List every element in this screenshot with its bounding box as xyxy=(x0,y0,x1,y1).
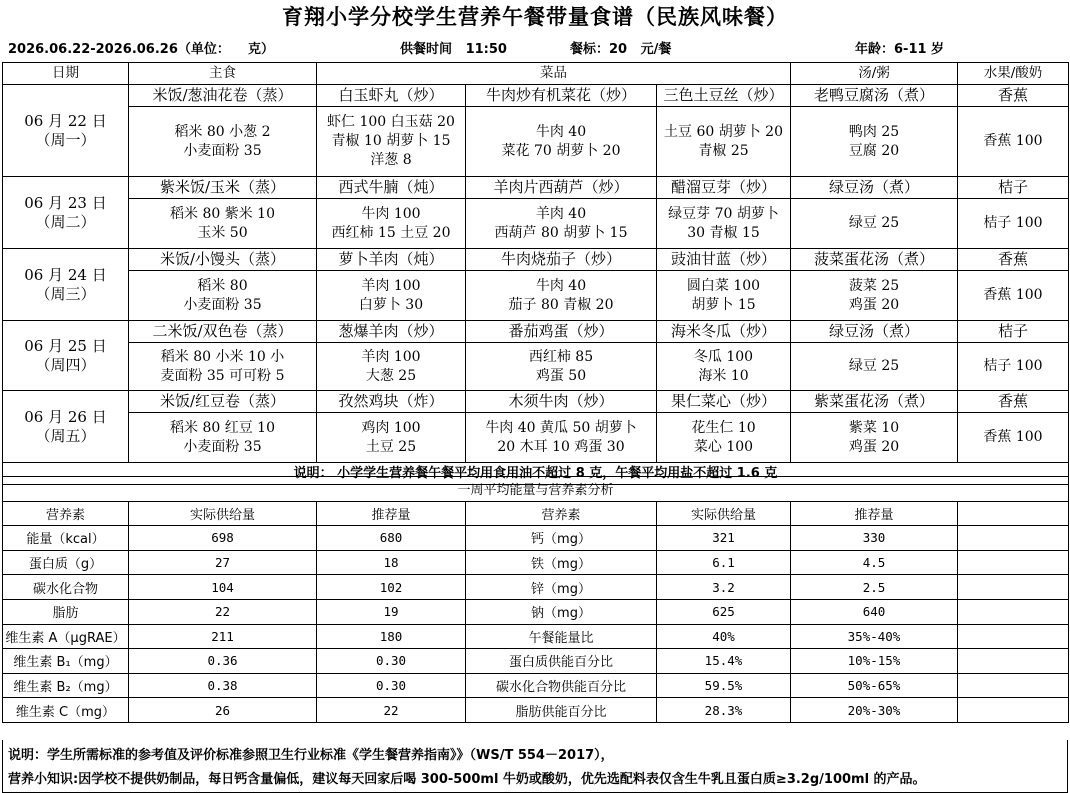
menu-header-row xyxy=(3,63,1069,85)
ingredient-line: 青椒 25 xyxy=(698,142,749,159)
actual-value: 321 xyxy=(657,526,791,551)
menu-dish-ingredients xyxy=(317,271,466,321)
nutrition-row xyxy=(3,550,1069,575)
menu-ingredient-row xyxy=(3,271,1069,321)
ingredient-line: 20 木耳 10 鸡蛋 30 xyxy=(497,438,625,455)
menu-fruit: 香蕉 xyxy=(958,85,1069,107)
ingredient-line: 鸡蛋 20 xyxy=(848,296,900,313)
menu-fruit: 香蕉 xyxy=(958,249,1069,271)
ingredient-line: 30 青椒 15 xyxy=(687,224,760,241)
ingredient-line: 牛肉 40 xyxy=(535,277,587,294)
actual-value: 0.38 xyxy=(129,673,317,698)
menu-fruit: 桔子 xyxy=(958,321,1069,343)
menu-dish-ingredients xyxy=(466,343,657,391)
menu-soup-ingredients xyxy=(791,107,958,177)
nutrition-empty-cell xyxy=(958,526,1069,551)
ingredient-line: 菜心 100 xyxy=(693,438,754,455)
menu-staple: 米饭/小馒头（蒸） xyxy=(129,249,317,271)
menu-dish: 三色土豆丝（炒） xyxy=(657,85,791,107)
menu-dish: 番茄鸡蛋（炒） xyxy=(466,321,657,343)
recommended-value: 18 xyxy=(317,550,466,575)
menu-fruit: 香蕉 xyxy=(958,391,1069,413)
menu-dish-ingredients xyxy=(657,343,791,391)
ingredient-line: 鸡蛋 50 xyxy=(535,367,587,384)
ingredient-line: 花生仁 10 xyxy=(691,419,756,436)
recommended-value: 50%-65% xyxy=(791,673,958,698)
ingredient-line: 羊肉 100 xyxy=(361,277,421,294)
nutrient-name: 铁（mg） xyxy=(466,550,657,575)
ingredient-line: 稻米 80 xyxy=(197,277,248,294)
nutrient-name: 碳水化合物 xyxy=(3,575,129,600)
ingredient-line: 胡萝卜 15 xyxy=(691,296,756,313)
nutrition-empty-cell xyxy=(958,673,1069,698)
menu-dish-ingredients xyxy=(657,107,791,177)
menu-fruit-ingredients: 香蕉 100 xyxy=(958,271,1069,321)
menu-dish: 豉油甘蓝（炒） xyxy=(657,249,791,271)
ingredient-line: 西葫芦 80 胡萝卜 15 xyxy=(494,224,628,241)
actual-value: 26 xyxy=(129,698,317,723)
menu-dish: 西式牛腩（炖） xyxy=(317,177,466,199)
recommended-value: 680 xyxy=(317,526,466,551)
nutrition-header-recommended-2: 推荐量 xyxy=(791,501,958,526)
menu-staple: 米饭/葱油花卷（蒸） xyxy=(129,85,317,107)
nutrition-row xyxy=(3,673,1069,698)
header-date: 日期 xyxy=(3,63,129,85)
ingredient-line: 羊肉 100 xyxy=(361,348,421,365)
header-fruit: 水果/酸奶 xyxy=(958,63,1069,85)
menu-dish-row xyxy=(3,177,1069,199)
document-title: 育翔小学分校学生营养午餐带量食谱（民族风味餐） xyxy=(282,4,788,29)
menu-ingredient-row xyxy=(3,413,1069,463)
menu-dish: 葱爆羊肉（炒） xyxy=(317,321,466,343)
menu-staple-ingredients xyxy=(129,199,317,249)
menu-weekday: （周一） xyxy=(35,130,96,149)
menu-ingredient-row xyxy=(3,343,1069,391)
menu-dish-ingredients xyxy=(466,199,657,249)
nutrient-name: 脂肪 xyxy=(3,599,129,624)
menu-dish-ingredients xyxy=(657,413,791,463)
menu-date: 06 月 25 日 xyxy=(24,336,107,355)
menu-dish: 孜然鸡块（炸） xyxy=(317,391,466,413)
ingredient-line: 豆腐 20 xyxy=(848,142,900,159)
nutrient-name: 维生素 B₂（mg） xyxy=(3,673,129,698)
date-range: 2026.06.22-2026.06.26（单位： 克） xyxy=(8,42,274,57)
ingredient-line: 冬瓜 100 xyxy=(693,348,754,365)
ingredient-line: 土豆 25 xyxy=(365,438,417,455)
actual-value: 27 xyxy=(129,550,317,575)
recommended-value: 0.30 xyxy=(317,673,466,698)
menu-soup-ingredients xyxy=(791,199,958,249)
ingredient-line: 鸡蛋 20 xyxy=(848,438,900,455)
menu-staple: 米饭/红豆卷（蒸） xyxy=(129,391,317,413)
actual-value: 40% xyxy=(657,624,791,649)
menu-soup: 紫菜蛋花汤（煮） xyxy=(791,391,958,413)
nutrient-name: 钙（mg） xyxy=(466,526,657,551)
nutrient-name: 碳水化合物供能百分比 xyxy=(466,673,657,698)
menu-dish-ingredients xyxy=(657,199,791,249)
menu-dish-ingredients xyxy=(466,413,657,463)
nutrition-empty-cell xyxy=(958,698,1069,723)
menu-staple: 二米饭/双色卷（蒸） xyxy=(129,321,317,343)
ingredient-line: 绿豆 25 xyxy=(848,358,900,374)
ingredient-line: 西红柿 85 xyxy=(528,348,594,365)
nutrition-header-actual: 实际供给量 xyxy=(129,501,317,526)
actual-value: 3.2 xyxy=(657,575,791,600)
footer-frame xyxy=(2,740,1068,793)
nutrition-empty-cell xyxy=(958,624,1069,649)
actual-value: 59.5% xyxy=(657,673,791,698)
ingredient-line: 菜花 70 胡萝卜 20 xyxy=(501,142,621,159)
nutrition-row xyxy=(3,575,1069,600)
nutrition-empty-cell xyxy=(958,599,1069,624)
actual-value: 698 xyxy=(129,526,317,551)
ingredient-line: 稻米 80 紫米 10 xyxy=(170,205,275,222)
ingredient-line: 西红柿 15 土豆 20 xyxy=(331,224,451,241)
actual-value: 211 xyxy=(129,624,317,649)
ingredient-line: 绿豆芽 70 胡萝卜 xyxy=(668,205,779,222)
recommended-value: 22 xyxy=(317,698,466,723)
nutrient-name: 维生素 C（mg） xyxy=(3,698,129,723)
menu-dish-row xyxy=(3,321,1069,343)
nutrition-header-nutrient-2: 营养素 xyxy=(466,501,657,526)
nutrient-name: 午餐能量比 xyxy=(466,624,657,649)
ingredient-line: 鸡肉 100 xyxy=(361,419,421,436)
recommended-value: 10%-15% xyxy=(791,649,958,674)
ingredient-line: 牛肉 100 xyxy=(361,205,421,222)
recommended-value: 2.5 xyxy=(791,575,958,600)
nutrient-name: 脂肪供能百分比 xyxy=(466,698,657,723)
ingredient-line: 小麦面粉 35 xyxy=(183,438,262,455)
nutrition-header-nutrient: 营养素 xyxy=(3,501,129,526)
menu-staple-ingredients xyxy=(129,107,317,177)
ingredient-line: 鸭肉 25 xyxy=(848,123,900,140)
actual-value: 104 xyxy=(129,575,317,600)
nutrition-row xyxy=(3,698,1069,723)
ingredient-line: 洋葱 8 xyxy=(370,152,412,168)
ingredient-line: 青椒 10 胡萝卜 15 xyxy=(331,133,451,149)
menu-dish-row xyxy=(3,249,1069,271)
ingredient-line: 稻米 80 小米 10 小 xyxy=(160,348,285,365)
nutrition-row xyxy=(3,526,1069,551)
recommended-value: 35%-40% xyxy=(791,624,958,649)
ingredient-line: 稻米 80 小葱 2 xyxy=(174,123,271,140)
menu-dish-ingredients xyxy=(317,413,466,463)
menu-dish-ingredients xyxy=(657,271,791,321)
menu-dish: 果仁菜心（炒） xyxy=(657,391,791,413)
menu-dish: 牛肉炒有机菜花（炒） xyxy=(466,85,657,107)
menu-dish-ingredients xyxy=(317,343,466,391)
ingredient-line: 绿豆 25 xyxy=(848,215,900,231)
menu-date-cell xyxy=(3,85,129,177)
menu-dish-ingredients xyxy=(466,107,657,177)
menu-fruit-ingredients: 桔子 100 xyxy=(958,343,1069,391)
nutrient-name: 维生素 B₁（mg） xyxy=(3,649,129,674)
ingredient-line: 稻米 80 红豆 10 xyxy=(170,419,275,436)
ingredient-line: 小麦面粉 35 xyxy=(183,142,262,159)
nutrient-name: 蛋白质（g） xyxy=(3,550,129,575)
menu-weekday: （周四） xyxy=(35,355,96,374)
menu-soup: 老鸭豆腐汤（煮） xyxy=(791,85,958,107)
menu-soup: 菠菜蛋花汤（煮） xyxy=(791,249,958,271)
menu-dish: 白玉虾丸（炒） xyxy=(317,85,466,107)
menu-soup-ingredients xyxy=(791,271,958,321)
ingredient-line: 圆白菜 100 xyxy=(686,277,761,294)
nutrition-empty-cell xyxy=(958,575,1069,600)
menu-soup: 绿豆汤（煮） xyxy=(791,177,958,199)
menu-staple-ingredients xyxy=(129,413,317,463)
ingredient-line: 白萝卜 30 xyxy=(358,296,424,313)
menu-fruit-ingredients: 桔子 100 xyxy=(958,199,1069,249)
actual-value: 22 xyxy=(129,599,317,624)
actual-value: 0.36 xyxy=(129,649,317,674)
recommended-value: 640 xyxy=(791,599,958,624)
menu-date: 06 月 22 日 xyxy=(24,111,107,130)
menu-note: 说明： 小学学生营养餐午餐平均用食用油不超过 8 克，午餐平均用盐不超过 1.6 克 xyxy=(3,463,1069,485)
menu-soup: 绿豆汤（煮） xyxy=(791,321,958,343)
nutrition-empty-cell xyxy=(958,501,1069,526)
menu-dish-ingredients xyxy=(317,199,466,249)
recommended-value: 19 xyxy=(317,599,466,624)
ingredient-line: 小麦面粉 35 xyxy=(183,296,262,313)
menu-soup-ingredients xyxy=(791,343,958,391)
ingredient-line: 土豆 60 胡萝卜 20 xyxy=(664,123,783,140)
menu-date: 06 月 23 日 xyxy=(24,193,107,212)
serve-time: 供餐时间 11:50 xyxy=(400,42,507,57)
nutrition-title: 一周平均能量与营养素分析 xyxy=(3,477,1069,502)
ingredient-line: 牛肉 40 xyxy=(535,123,587,140)
nutrient-name: 锌（mg） xyxy=(466,575,657,600)
menu-date-cell xyxy=(3,391,129,463)
menu-fruit-ingredients: 香蕉 100 xyxy=(958,413,1069,463)
nutrient-name: 维生素 A（μgRAE） xyxy=(3,624,129,649)
menu-dish: 木须牛肉（炒） xyxy=(466,391,657,413)
menu-dish-ingredients xyxy=(317,107,466,177)
nutrition-row xyxy=(3,649,1069,674)
menu-dish: 醋溜豆芽（炒） xyxy=(657,177,791,199)
ingredient-line: 羊肉 40 xyxy=(535,205,587,222)
nutrition-header-recommended: 推荐量 xyxy=(317,501,466,526)
menu-fruit-ingredients: 香蕉 100 xyxy=(958,107,1069,177)
actual-value: 625 xyxy=(657,599,791,624)
menu-soup-ingredients xyxy=(791,413,958,463)
recommended-value: 4.5 xyxy=(791,550,958,575)
nutrient-name: 钠（mg） xyxy=(466,599,657,624)
nutrition-header-actual-2: 实际供给量 xyxy=(657,501,791,526)
menu-weekday: （周三） xyxy=(35,284,96,303)
menu-date-cell xyxy=(3,321,129,391)
age-range: 年龄：6-11 岁 xyxy=(855,42,945,57)
menu-staple-ingredients xyxy=(129,271,317,321)
menu-table xyxy=(2,62,1069,485)
menu-date-cell xyxy=(3,249,129,321)
nutrition-table xyxy=(2,476,1069,723)
footer-nutrition-tip: 营养小知识:因学校不提供奶制品，每日钙含量偏低，建议每天回家后喝 300-500ml 牛奶或酸奶，优先选配料表仅含生牛乳且蛋白质≥3.2g/100ml 的产品。 xyxy=(8,772,926,787)
menu-staple: 紫米饭/玉米（蒸） xyxy=(129,177,317,199)
actual-value: 6.1 xyxy=(657,550,791,575)
menu-dish-row xyxy=(3,85,1069,107)
nutrition-row xyxy=(3,599,1069,624)
menu-dish-row xyxy=(3,391,1069,413)
nutrition-empty-cell xyxy=(958,550,1069,575)
ingredient-line: 紫菜 10 xyxy=(848,419,900,436)
ingredient-line: 菠菜 25 xyxy=(848,277,900,294)
menu-ingredient-row xyxy=(3,199,1069,249)
menu-date-cell xyxy=(3,177,129,249)
menu-weekday: （周二） xyxy=(35,212,96,231)
nutrition-header-row xyxy=(3,501,1069,526)
menu-ingredient-row xyxy=(3,107,1069,177)
nutrition-title-row xyxy=(3,477,1069,502)
recommended-value: 180 xyxy=(317,624,466,649)
nutrition-row xyxy=(3,624,1069,649)
menu-dish: 羊肉片西葫芦（炒） xyxy=(466,177,657,199)
actual-value: 15.4% xyxy=(657,649,791,674)
menu-date: 06 月 26 日 xyxy=(24,407,107,426)
menu-dish: 牛肉烧茄子（炒） xyxy=(466,249,657,271)
menu-weekday: （周五） xyxy=(35,426,96,445)
header-soup: 汤/粥 xyxy=(791,63,958,85)
menu-dish-ingredients xyxy=(466,271,657,321)
menu-dish: 海米冬瓜（炒） xyxy=(657,321,791,343)
ingredient-line: 大葱 25 xyxy=(365,367,417,384)
nutrient-name: 能量（kcal） xyxy=(3,526,129,551)
meal-standard: 餐标：20 元/餐 xyxy=(570,42,672,57)
ingredient-line: 玉米 50 xyxy=(197,224,248,241)
recommended-value: 20%-30% xyxy=(791,698,958,723)
ingredient-line: 茄子 80 青椒 20 xyxy=(508,296,614,313)
ingredient-line: 海米 10 xyxy=(698,367,749,384)
ingredient-line: 虾仁 100 白玉菇 20 xyxy=(327,114,455,130)
header-dishes: 菜品 xyxy=(317,63,791,85)
header-staple: 主食 xyxy=(129,63,317,85)
menu-dish: 萝卜羊肉（炖） xyxy=(317,249,466,271)
recommended-value: 0.30 xyxy=(317,649,466,674)
nutrient-name: 蛋白质供能百分比 xyxy=(466,649,657,674)
recommended-value: 102 xyxy=(317,575,466,600)
recommended-value: 330 xyxy=(791,526,958,551)
menu-date: 06 月 24 日 xyxy=(24,265,107,284)
nutrition-empty-cell xyxy=(958,649,1069,674)
footer-standard-note: 说明：学生所需标准的参考值及评价标准参照卫生行业标准《学生餐营养指南》》（WS/T 554－2017）， xyxy=(8,748,614,763)
ingredient-line: 麦面粉 35 可可粉 5 xyxy=(160,367,285,384)
actual-value: 28.3% xyxy=(657,698,791,723)
menu-fruit: 桔子 xyxy=(958,177,1069,199)
menu-staple-ingredients xyxy=(129,343,317,391)
ingredient-line: 牛肉 40 黄瓜 50 胡萝卜 xyxy=(485,419,637,436)
